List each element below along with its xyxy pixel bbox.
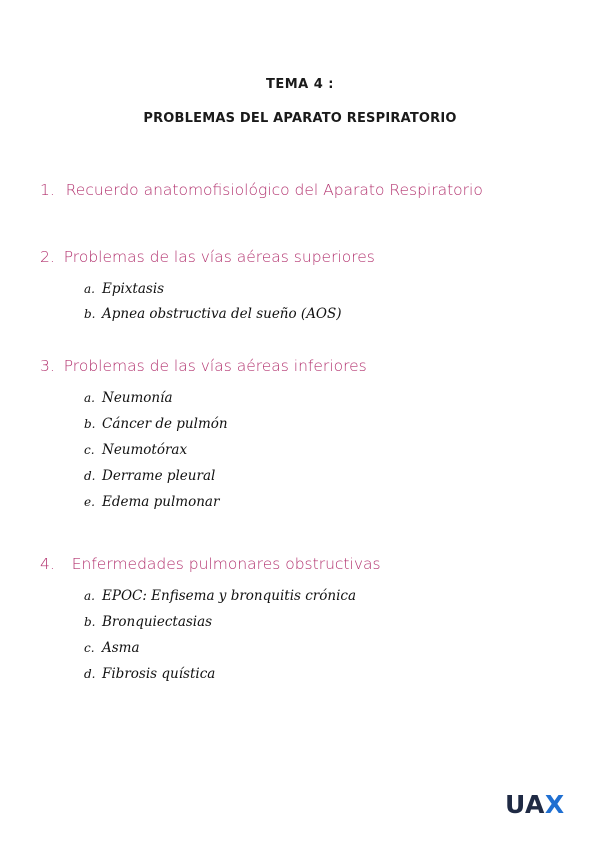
list-item (84, 416, 228, 432)
item-text: Edema pulmonar (102, 494, 220, 510)
item-letter: e. (84, 495, 95, 509)
section-number: 4. (40, 555, 55, 573)
list-item (84, 281, 164, 297)
item-text: Neumotórax (102, 442, 188, 458)
list-item (84, 442, 187, 458)
list-item (84, 494, 219, 510)
section-number: 1. (40, 181, 55, 199)
item-text: Derrame pleural (102, 468, 216, 484)
logo-x: X (544, 790, 565, 819)
item-text: Bronquiectasias (102, 614, 213, 630)
list-item (84, 588, 356, 604)
section-number: 3. (40, 357, 55, 375)
topic-title: PROBLEMAS DEL APARATO RESPIRATORIO (143, 111, 457, 126)
item-letter: d. (84, 667, 96, 681)
list-item (84, 468, 215, 484)
item-letter: c. (84, 641, 95, 655)
list-item (84, 306, 342, 322)
item-text: EPOC: Enfisema y bronquitis crónica (102, 588, 357, 604)
item-letter: b. (84, 615, 96, 629)
section-title: Problemas de las vías aéreas inferiores (63, 357, 367, 375)
item-letter: b. (84, 307, 96, 321)
item-text: Apnea obstructiva del sueño (AOS) (102, 306, 342, 322)
list-item (84, 390, 173, 406)
item-letter: c. (84, 443, 95, 457)
section-title: Recuerdo anatomofisiológico del Aparato Respiratorio (65, 181, 483, 199)
section-heading-4 (40, 555, 381, 573)
list-item (84, 666, 215, 682)
section-title: Problemas de las vías aéreas superiores (63, 248, 375, 266)
section-number: 2. (40, 248, 55, 266)
item-letter: a. (84, 589, 95, 603)
item-letter: d. (84, 469, 96, 483)
logo-ua: UA (505, 790, 545, 819)
topic-number-title: TEMA 4 : (265, 77, 335, 92)
item-text: Asma (102, 640, 140, 656)
section-heading-1 (40, 181, 483, 199)
item-text: Cáncer de pulmón (102, 416, 228, 432)
section-title: Enfermedades pulmonares obstructivas (71, 555, 381, 573)
list-item (84, 614, 212, 630)
item-text: Epixtasis (102, 281, 165, 297)
uax-logo (505, 790, 565, 819)
section-heading-3 (40, 357, 367, 375)
item-letter: b. (84, 417, 96, 431)
list-item (84, 640, 140, 656)
item-text: Neumonía (102, 390, 173, 406)
section-heading-2 (40, 248, 375, 266)
item-letter: a. (84, 391, 95, 405)
item-letter: a. (84, 282, 95, 296)
item-text: Fibrosis quística (102, 666, 216, 682)
